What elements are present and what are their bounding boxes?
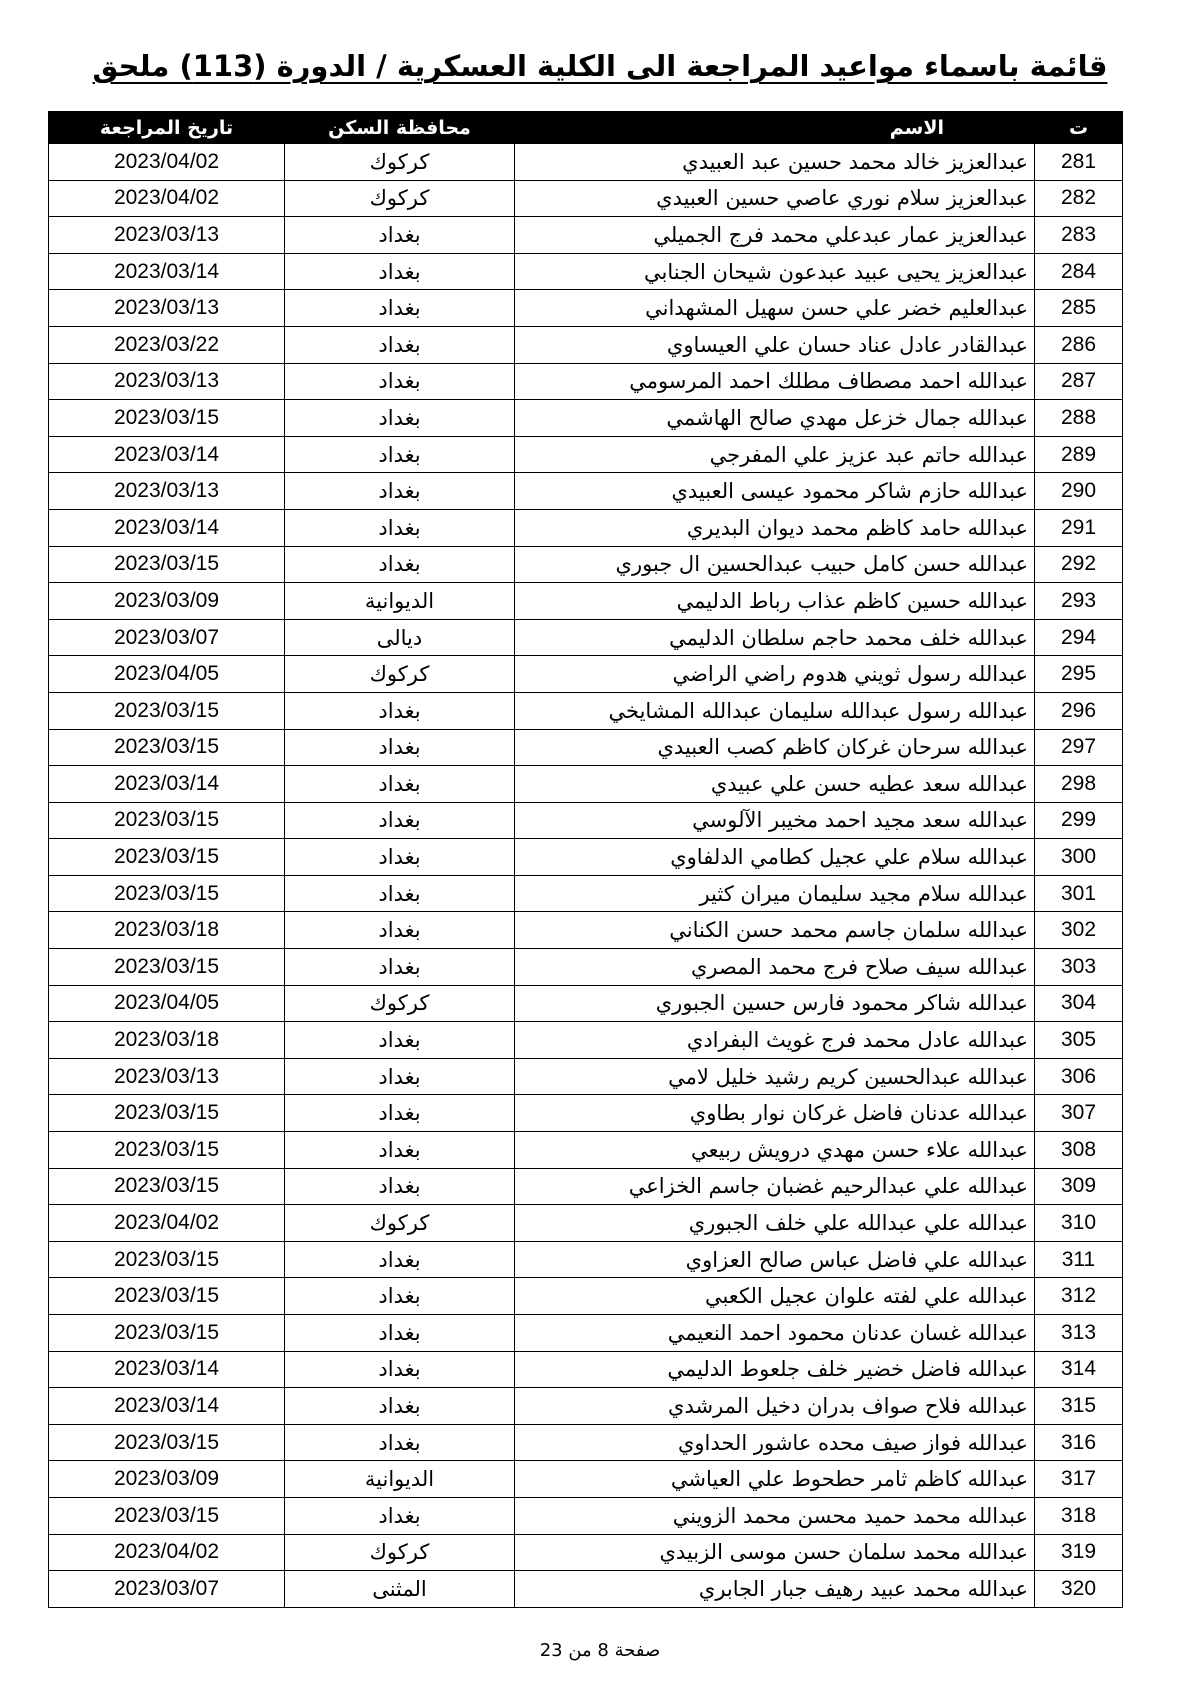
- row-governorate: بغداد: [285, 1351, 515, 1388]
- table-row: [49, 363, 1123, 400]
- row-review-date: 2023/04/02: [49, 1205, 285, 1242]
- row-review-date: 2023/03/14: [49, 509, 285, 546]
- row-governorate: ديالى: [285, 619, 515, 656]
- row-governorate: بغداد: [285, 1095, 515, 1132]
- row-number: 294: [1035, 619, 1123, 656]
- row-name: عبدالله سلام علي عجيل كطامي الدلفاوي: [515, 839, 1035, 876]
- row-governorate: بغداد: [285, 400, 515, 437]
- table-row: [49, 802, 1123, 839]
- row-name: عبدالله محمد حميد محسن محمد الزويني: [515, 1497, 1035, 1534]
- row-review-date: 2023/03/15: [49, 1497, 285, 1534]
- row-review-date: 2023/03/18: [49, 912, 285, 949]
- row-review-date: 2023/03/15: [49, 839, 285, 876]
- row-number: 292: [1035, 546, 1123, 583]
- row-review-date: 2023/04/02: [49, 180, 285, 217]
- table-row: [49, 546, 1123, 583]
- row-number: 312: [1035, 1278, 1123, 1315]
- row-number: 287: [1035, 363, 1123, 400]
- row-name: عبدالقادر عادل عناد حسان علي العيساوي: [515, 326, 1035, 363]
- row-review-date: 2023/03/13: [49, 363, 285, 400]
- row-number: 289: [1035, 436, 1123, 473]
- row-name: عبدالله حسن كامل حبيب عبدالحسين ال جبوري: [515, 546, 1035, 583]
- table-row: [49, 253, 1123, 290]
- row-review-date: 2023/03/15: [49, 1241, 285, 1278]
- row-governorate: بغداد: [285, 729, 515, 766]
- row-number: 299: [1035, 802, 1123, 839]
- row-governorate: بغداد: [285, 1132, 515, 1169]
- row-governorate: بغداد: [285, 1278, 515, 1315]
- row-review-date: 2023/03/22: [49, 326, 285, 363]
- table-row: [49, 1278, 1123, 1315]
- row-review-date: 2023/03/15: [49, 692, 285, 729]
- row-name: عبدالله رسول ثويني هدوم راضي الراضي: [515, 656, 1035, 693]
- row-name: عبدالله عدنان فاضل غركان نوار بطاوي: [515, 1095, 1035, 1132]
- row-number: 297: [1035, 729, 1123, 766]
- row-governorate: كركوك: [285, 985, 515, 1022]
- row-governorate: كركوك: [285, 144, 515, 181]
- row-number: 304: [1035, 985, 1123, 1022]
- row-review-date: 2023/03/15: [49, 802, 285, 839]
- row-review-date: 2023/04/02: [49, 144, 285, 181]
- table-row: [49, 656, 1123, 693]
- table-header-row: [49, 112, 1123, 144]
- table-row: [49, 766, 1123, 803]
- row-governorate: بغداد: [285, 1058, 515, 1095]
- row-review-date: 2023/03/09: [49, 583, 285, 620]
- row-name: عبدالله سلمان جاسم محمد حسن الكناني: [515, 912, 1035, 949]
- row-name: عبدالله سيف صلاح فرج محمد المصري: [515, 949, 1035, 986]
- table-row: [49, 949, 1123, 986]
- row-governorate: بغداد: [285, 1388, 515, 1425]
- table-row: [49, 1205, 1123, 1242]
- table-row: [49, 729, 1123, 766]
- row-name: عبدالعزيز يحيى عبيد عبدعون شيحان الجنابي: [515, 253, 1035, 290]
- page-number: صفحة 8 من 23: [539, 1640, 661, 1661]
- table-row: [49, 180, 1123, 217]
- table-row: [49, 1388, 1123, 1425]
- row-number: 283: [1035, 217, 1123, 254]
- row-name: عبدالله شاكر محمود فارس حسين الجبوري: [515, 985, 1035, 1022]
- row-name: عبدالله فواز صيف محده عاشور الحداوي: [515, 1424, 1035, 1461]
- document-title: [0, 46, 1200, 86]
- row-number: 303: [1035, 949, 1123, 986]
- row-name: عبدالله جمال خزعل مهدي صالح الهاشمي: [515, 400, 1035, 437]
- row-review-date: 2023/03/14: [49, 436, 285, 473]
- row-number: 313: [1035, 1315, 1123, 1352]
- row-name: عبدالله علي لفته علوان عجيل الكعبي: [515, 1278, 1035, 1315]
- row-governorate: كركوك: [285, 656, 515, 693]
- row-number: 290: [1035, 473, 1123, 510]
- row-name: عبدالعليم خضر علي حسن سهيل المشهداني: [515, 290, 1035, 327]
- row-number: 282: [1035, 180, 1123, 217]
- row-review-date: 2023/04/05: [49, 985, 285, 1022]
- row-number: 308: [1035, 1132, 1123, 1169]
- table-row: [49, 1571, 1123, 1608]
- row-governorate: المثنى: [285, 1571, 515, 1608]
- row-number: 295: [1035, 656, 1123, 693]
- row-number: 316: [1035, 1424, 1123, 1461]
- row-name: عبدالله عبدالحسين كريم رشيد خليل لامي: [515, 1058, 1035, 1095]
- row-number: 291: [1035, 509, 1123, 546]
- row-governorate: الديوانية: [285, 1461, 515, 1498]
- table-row: [49, 326, 1123, 363]
- row-review-date: 2023/03/15: [49, 1278, 285, 1315]
- row-number: 311: [1035, 1241, 1123, 1278]
- row-number: 288: [1035, 400, 1123, 437]
- row-governorate: بغداد: [285, 1022, 515, 1059]
- header-number: ت: [1035, 112, 1123, 144]
- row-name: عبدالله فلاح صواف بدران دخيل المرشدي: [515, 1388, 1035, 1425]
- row-review-date: 2023/03/15: [49, 1424, 285, 1461]
- table-row: [49, 1095, 1123, 1132]
- row-name: عبدالله علي فاضل عباس صالح العزاوي: [515, 1241, 1035, 1278]
- row-number: 319: [1035, 1534, 1123, 1571]
- row-number: 315: [1035, 1388, 1123, 1425]
- table-row: [49, 1424, 1123, 1461]
- table-row: [49, 839, 1123, 876]
- row-review-date: 2023/04/02: [49, 1534, 285, 1571]
- row-number: 317: [1035, 1461, 1123, 1498]
- row-governorate: بغداد: [285, 1315, 515, 1352]
- row-number: 318: [1035, 1497, 1123, 1534]
- row-name: عبدالعزيز خالد محمد حسين عبد العبيدي: [515, 144, 1035, 181]
- row-name: عبدالله غسان عدنان محمود احمد النعيمي: [515, 1315, 1035, 1352]
- table-row: [49, 400, 1123, 437]
- row-number: 298: [1035, 766, 1123, 803]
- row-governorate: بغداد: [285, 875, 515, 912]
- row-number: 309: [1035, 1168, 1123, 1205]
- row-governorate: بغداد: [285, 766, 515, 803]
- row-governorate: بغداد: [285, 1424, 515, 1461]
- row-name: عبدالله رسول عبدالله سليمان عبدالله المشايخي: [515, 692, 1035, 729]
- table-row: [49, 875, 1123, 912]
- row-name: عبدالله سعد مجيد احمد مخيبر الآلوسي: [515, 802, 1035, 839]
- row-governorate: بغداد: [285, 436, 515, 473]
- row-number: 310: [1035, 1205, 1123, 1242]
- row-name: عبدالله احمد مصطاف مطلك احمد المرسومي: [515, 363, 1035, 400]
- row-governorate: بغداد: [285, 949, 515, 986]
- row-name: عبدالله سلام مجيد سليمان ميران كثير: [515, 875, 1035, 912]
- table-row: [49, 509, 1123, 546]
- table-row: [49, 217, 1123, 254]
- row-name: عبدالله سعد عطيه حسن علي عبيدي: [515, 766, 1035, 803]
- row-governorate: بغداد: [285, 692, 515, 729]
- row-governorate: بغداد: [285, 363, 515, 400]
- row-governorate: بغداد: [285, 509, 515, 546]
- row-name: عبدالله علي عبدالله علي خلف الجبوري: [515, 1205, 1035, 1242]
- table-row: [49, 144, 1123, 181]
- row-name: عبدالله حازم شاكر محمود عيسى العبيدي: [515, 473, 1035, 510]
- row-number: 286: [1035, 326, 1123, 363]
- table-row: [49, 290, 1123, 327]
- row-review-date: 2023/03/13: [49, 1058, 285, 1095]
- row-review-date: 2023/03/07: [49, 1571, 285, 1608]
- row-governorate: كركوك: [285, 1205, 515, 1242]
- row-governorate: بغداد: [285, 546, 515, 583]
- row-review-date: 2023/03/14: [49, 766, 285, 803]
- row-name: عبدالله عادل محمد فرج غويث البفرادي: [515, 1022, 1035, 1059]
- row-review-date: 2023/03/15: [49, 1132, 285, 1169]
- row-number: 307: [1035, 1095, 1123, 1132]
- row-number: 306: [1035, 1058, 1123, 1095]
- table-row: [49, 1132, 1123, 1169]
- row-name: عبدالله حاتم عبد عزيز علي المفرجي: [515, 436, 1035, 473]
- table-row: [49, 985, 1123, 1022]
- table-body: [49, 144, 1123, 1608]
- row-number: 301: [1035, 875, 1123, 912]
- table-row: [49, 1168, 1123, 1205]
- row-review-date: 2023/03/15: [49, 949, 285, 986]
- table-row: [49, 1351, 1123, 1388]
- row-governorate: بغداد: [285, 326, 515, 363]
- header-governorate: محافظة السكن: [285, 112, 515, 144]
- row-number: 284: [1035, 253, 1123, 290]
- row-name: عبدالعزيز سلام نوري عاصي حسين العبيدي: [515, 180, 1035, 217]
- table-row: [49, 692, 1123, 729]
- table-row: [49, 619, 1123, 656]
- row-name: عبدالله حامد كاظم محمد ديوان البديري: [515, 509, 1035, 546]
- row-review-date: 2023/03/07: [49, 619, 285, 656]
- table-row: [49, 1461, 1123, 1498]
- row-governorate: بغداد: [285, 839, 515, 876]
- row-review-date: 2023/03/13: [49, 290, 285, 327]
- row-review-date: 2023/03/15: [49, 546, 285, 583]
- row-review-date: 2023/03/13: [49, 217, 285, 254]
- row-review-date: 2023/04/05: [49, 656, 285, 693]
- table-row: [49, 912, 1123, 949]
- row-review-date: 2023/03/09: [49, 1461, 285, 1498]
- row-number: 296: [1035, 692, 1123, 729]
- row-number: 314: [1035, 1351, 1123, 1388]
- row-name: عبدالله حسين كاظم عذاب رباط الدليمي: [515, 583, 1035, 620]
- table-row: [49, 1058, 1123, 1095]
- table-row: [49, 1315, 1123, 1352]
- row-review-date: 2023/03/15: [49, 400, 285, 437]
- table-row: [49, 473, 1123, 510]
- table-row: [49, 1241, 1123, 1278]
- header-name: الاسم: [515, 112, 1035, 144]
- row-governorate: بغداد: [285, 473, 515, 510]
- row-review-date: 2023/03/13: [49, 473, 285, 510]
- row-number: 300: [1035, 839, 1123, 876]
- row-review-date: 2023/03/14: [49, 1388, 285, 1425]
- row-name: عبدالله خلف محمد حاجم سلطان الدليمي: [515, 619, 1035, 656]
- table-row: [49, 1022, 1123, 1059]
- row-governorate: بغداد: [285, 1168, 515, 1205]
- row-governorate: بغداد: [285, 253, 515, 290]
- row-governorate: الديوانية: [285, 583, 515, 620]
- row-review-date: 2023/03/15: [49, 729, 285, 766]
- row-review-date: 2023/03/15: [49, 1095, 285, 1132]
- row-number: 281: [1035, 144, 1123, 181]
- row-review-date: 2023/03/15: [49, 875, 285, 912]
- table-row: [49, 1497, 1123, 1534]
- row-name: عبدالعزيز عمار عبدعلي محمد فرج الجميلي: [515, 217, 1035, 254]
- row-number: 305: [1035, 1022, 1123, 1059]
- row-name: عبدالله محمد عبيد رهيف جبار الجابري: [515, 1571, 1035, 1608]
- row-governorate: كركوك: [285, 1534, 515, 1571]
- row-review-date: 2023/03/18: [49, 1022, 285, 1059]
- row-number: 320: [1035, 1571, 1123, 1608]
- document-title-text: قائمة باسماء مواعيد المراجعة الى الكلية العسكرية / الدورة (113) ملحق: [92, 49, 1108, 83]
- row-name: عبدالله محمد سلمان حسن موسى الزبيدي: [515, 1534, 1035, 1571]
- row-name: عبدالله كاظم ثامر حطحوط علي العياشي: [515, 1461, 1035, 1498]
- row-governorate: بغداد: [285, 1241, 515, 1278]
- row-name: عبدالله سرحان غركان كاظم كصب العبيدي: [515, 729, 1035, 766]
- row-governorate: بغداد: [285, 217, 515, 254]
- row-governorate: بغداد: [285, 912, 515, 949]
- table-row: [49, 436, 1123, 473]
- row-number: 285: [1035, 290, 1123, 327]
- row-governorate: بغداد: [285, 290, 515, 327]
- row-review-date: 2023/03/14: [49, 253, 285, 290]
- row-review-date: 2023/03/15: [49, 1168, 285, 1205]
- row-number: 302: [1035, 912, 1123, 949]
- roster-table: [48, 111, 1123, 1608]
- row-review-date: 2023/03/14: [49, 1351, 285, 1388]
- table-row: [49, 1534, 1123, 1571]
- header-review-date: تاريخ المراجعة: [49, 112, 285, 144]
- row-name: عبدالله فاضل خضير خلف جلعوط الدليمي: [515, 1351, 1035, 1388]
- row-governorate: كركوك: [285, 180, 515, 217]
- row-name: عبدالله علاء حسن مهدي درويش ربيعي: [515, 1132, 1035, 1169]
- row-review-date: 2023/03/15: [49, 1315, 285, 1352]
- table-row: [49, 583, 1123, 620]
- row-governorate: بغداد: [285, 1497, 515, 1534]
- row-governorate: بغداد: [285, 802, 515, 839]
- row-name: عبدالله علي عبدالرحيم غضبان جاسم الخزاعي: [515, 1168, 1035, 1205]
- row-number: 293: [1035, 583, 1123, 620]
